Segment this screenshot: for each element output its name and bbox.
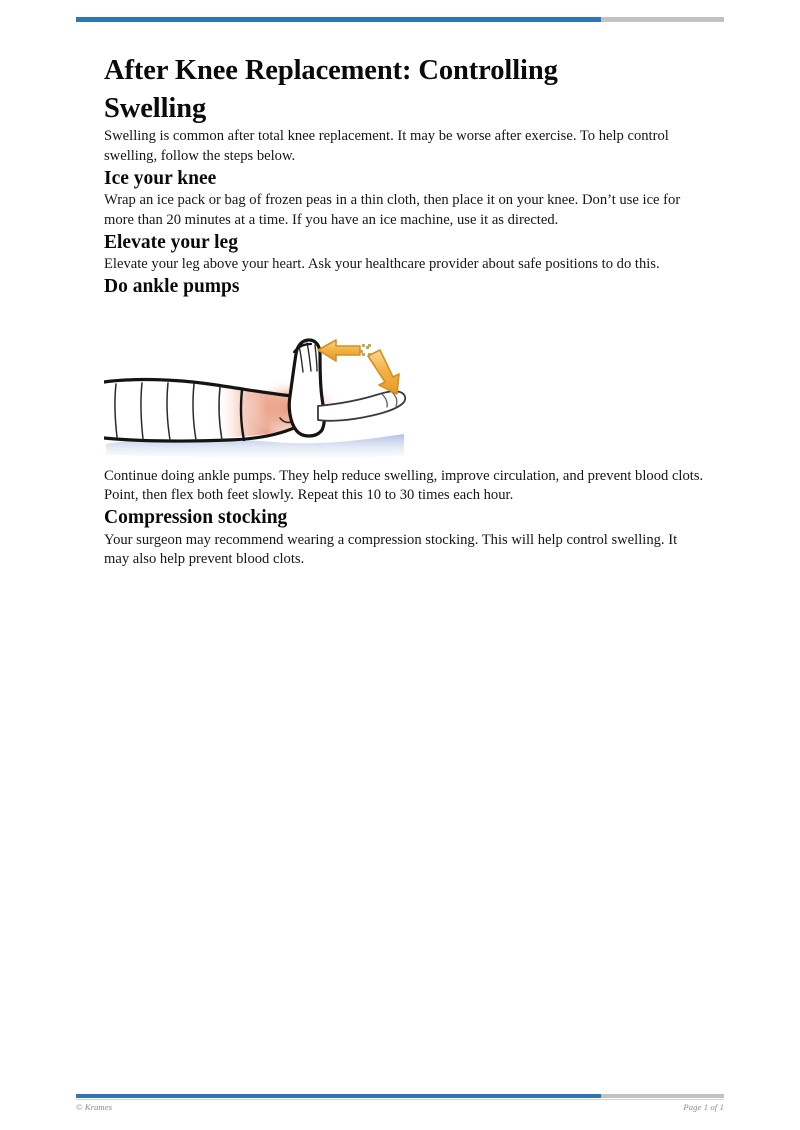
footer-rule-blue-segment (76, 1094, 601, 1098)
intro-paragraph: Swelling is common after total knee replacement. It may be worse after exercise. To help control swelling, follow the steps below. (104, 128, 669, 165)
section-body-elevate-your-leg: Elevate your leg above your heart. Ask your healthcare provider about safe positions to do this. (104, 256, 660, 273)
figure-foot-flexed (289, 340, 324, 436)
page-title: After Knee Replacement: Controlling Swelling (104, 55, 558, 124)
section-heading-compression-stocking: Compression stocking (104, 507, 288, 529)
header-rule-gray-segment (601, 17, 724, 22)
ankle-pump-illustration (104, 322, 414, 467)
section-heading-ice-your-knee: Ice your knee (104, 167, 217, 189)
footer-divider (76, 1099, 724, 1100)
arrow-flex-up-icon (318, 340, 371, 361)
section-body-do-ankle-pumps: Continue doing ankle pumps. They help reduce swelling, improve circulation, and prevent blood clots. Point, then flex both feet slowly. Repeat this 10 to 30 times each hour. (104, 467, 704, 504)
section-heading-elevate-your-leg: Elevate your leg (104, 231, 238, 253)
footer-copyright: © Krames (76, 1102, 113, 1112)
arrow-point-down-icon (360, 346, 399, 394)
header-rule-blue-segment (76, 17, 601, 22)
header-rule (76, 17, 724, 22)
footer-page-number: Page 1 of 1 (683, 1102, 724, 1112)
footer-rule-gray-segment (601, 1094, 724, 1098)
section-body-compression-stocking: Your surgeon may recommend wearing a compression stocking. This will help control swelling. It may also help prevent blood clots. (104, 531, 678, 568)
section-heading-do-ankle-pumps: Do ankle pumps (104, 276, 240, 298)
document-body (104, 52, 704, 570)
footer-rule (76, 1094, 724, 1098)
section-body-ice-your-knee: Wrap an ice pack or bag of frozen peas in a thin cloth, then place it on your knee. Don’t use ice for more than 20 minutes at a time. If you have an ice machine, use it as directed. (104, 192, 681, 229)
